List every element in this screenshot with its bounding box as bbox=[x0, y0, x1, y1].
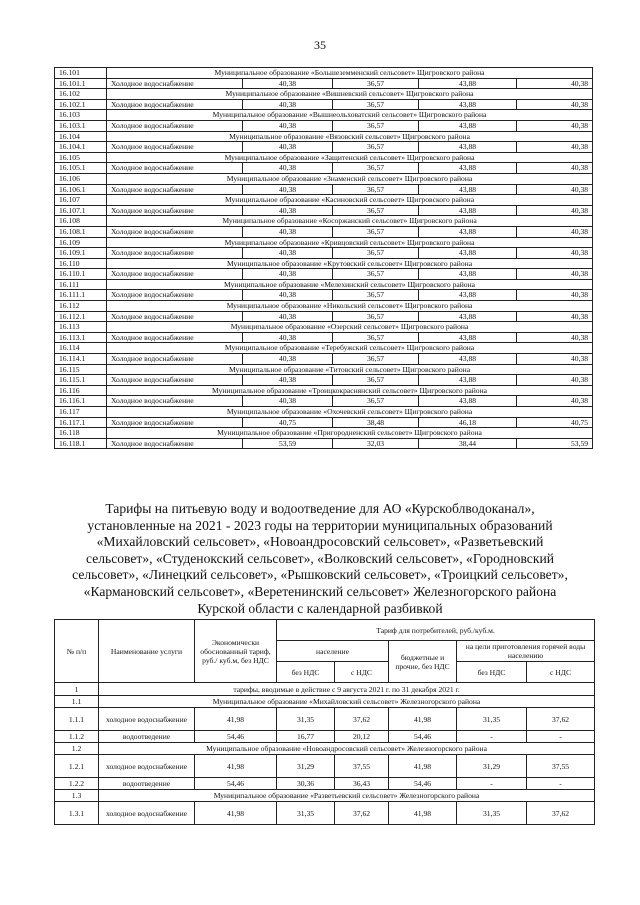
population-no-vat-cell: 30,36 bbox=[277, 778, 335, 790]
value-cell: 40,38 bbox=[243, 375, 333, 386]
group-title: Муниципальное образование «Защитенский сельсовет» Щигровского района bbox=[107, 152, 593, 163]
group-title: Муниципальное образование «Вишневский сельсовет» Щигровского района bbox=[107, 89, 593, 100]
value-cell: 43,88 bbox=[419, 205, 517, 216]
value-cell: 36,57 bbox=[333, 332, 419, 343]
population-no-vat-cell: 16,77 bbox=[277, 731, 335, 743]
value-cell: 36,57 bbox=[333, 290, 419, 301]
table-row bbox=[55, 708, 595, 731]
service-name: Холодное водоснабжение bbox=[107, 184, 243, 195]
service-name: холодное водоснабжение bbox=[99, 708, 195, 731]
value-cell: 40,75 bbox=[517, 417, 593, 428]
group-code: 16.101 bbox=[55, 68, 107, 79]
value-cell: 40,38 bbox=[517, 163, 593, 174]
value-cell: 43,88 bbox=[419, 311, 517, 322]
econ-tariff-cell: 54,46 bbox=[195, 731, 277, 743]
service-name: Холодное водоснабжение bbox=[107, 163, 243, 174]
value-cell: 40,38 bbox=[243, 163, 333, 174]
table-row bbox=[55, 375, 593, 386]
value-cell: 40,38 bbox=[517, 142, 593, 153]
group-code: 16.117 bbox=[55, 407, 107, 418]
tariff-table-shchigrovsky bbox=[54, 67, 593, 449]
row-code: 16.107.1 bbox=[55, 205, 107, 216]
group-title: Муниципальное образование «Знаменский сельсовет» Щигровского района bbox=[107, 173, 593, 184]
page-number: 35 bbox=[314, 38, 326, 52]
value-cell: 36,57 bbox=[333, 396, 419, 407]
service-name: Холодное водоснабжение bbox=[107, 120, 243, 131]
period-row bbox=[55, 683, 595, 696]
table-row bbox=[55, 417, 593, 428]
tariff-table-body bbox=[55, 68, 593, 449]
title-line: сельсовет», «Линецкий сельсовет», «Рышковский сельсовет», «Троицкий сельсовет», bbox=[72, 567, 568, 583]
header-num: № п/п bbox=[55, 620, 99, 683]
budget-cell: 41,98 bbox=[389, 755, 457, 778]
value-cell: 43,88 bbox=[419, 269, 517, 280]
value-cell: 40,75 bbox=[243, 417, 333, 428]
row-code: 16.116.1 bbox=[55, 396, 107, 407]
value-cell: 40,38 bbox=[517, 184, 593, 195]
row-code: 16.102.1 bbox=[55, 99, 107, 110]
value-cell: 40,38 bbox=[243, 205, 333, 216]
table-row bbox=[55, 120, 593, 131]
group-header-row bbox=[55, 301, 593, 312]
row-code: 16.114.1 bbox=[55, 354, 107, 365]
value-cell: 40,38 bbox=[517, 269, 593, 280]
hot-no-vat-cell: - bbox=[457, 731, 527, 743]
group-header-row bbox=[55, 279, 593, 290]
table-row bbox=[55, 78, 593, 89]
value-cell: 40,38 bbox=[243, 248, 333, 259]
service-name: Холодное водоснабжение bbox=[107, 417, 243, 428]
service-name: Холодное водоснабжение bbox=[107, 99, 243, 110]
table-row bbox=[55, 354, 593, 365]
value-cell: 43,88 bbox=[419, 142, 517, 153]
row-code: 1.1.1 bbox=[55, 708, 99, 731]
population-with-vat-cell: 36,43 bbox=[335, 778, 389, 790]
value-cell: 40,38 bbox=[517, 396, 593, 407]
value-cell: 36,57 bbox=[333, 184, 419, 195]
title-line: Тарифы на питьевую воду и водоотведение для АО «Курскоблводоканал», bbox=[105, 501, 535, 516]
header-population-no-vat: без НДС bbox=[277, 662, 335, 683]
value-cell: 38,48 bbox=[333, 417, 419, 428]
group-header-row bbox=[55, 68, 593, 79]
value-cell: 36,57 bbox=[333, 163, 419, 174]
row-code: 16.106.1 bbox=[55, 184, 107, 195]
table-row bbox=[55, 778, 595, 790]
header-hot-no-vat: без НДС bbox=[457, 662, 527, 683]
group-header-row bbox=[55, 428, 593, 439]
hot-no-vat-cell: 31,35 bbox=[457, 802, 527, 825]
table-row bbox=[55, 396, 593, 407]
value-cell: 40,38 bbox=[243, 120, 333, 131]
group-header-row bbox=[55, 173, 593, 184]
value-cell: 36,57 bbox=[333, 226, 419, 237]
value-cell: 40,38 bbox=[243, 332, 333, 343]
population-no-vat-cell: 31,35 bbox=[277, 802, 335, 825]
group-code: 16.113 bbox=[55, 322, 107, 333]
row-code: 16.111.1 bbox=[55, 290, 107, 301]
population-with-vat-cell: 37,55 bbox=[335, 755, 389, 778]
row-code: 16.105.1 bbox=[55, 163, 107, 174]
table-row bbox=[55, 99, 593, 110]
group-code: 16.114 bbox=[55, 343, 107, 354]
row-code: 16.109.1 bbox=[55, 248, 107, 259]
value-cell: 36,57 bbox=[333, 269, 419, 280]
table-row bbox=[55, 332, 593, 343]
period-text: тарифы, вводимые в действие с 9 августа 2021 г. по 31 декабря 2021 г. bbox=[99, 683, 595, 696]
group-header-row bbox=[55, 364, 593, 375]
value-cell: 43,88 bbox=[419, 99, 517, 110]
service-name: Холодное водоснабжение bbox=[107, 226, 243, 237]
table-row bbox=[55, 226, 593, 237]
value-cell: 43,88 bbox=[419, 375, 517, 386]
header-hot-with-vat: с НДС bbox=[527, 662, 595, 683]
service-name: водоотведение bbox=[99, 778, 195, 790]
value-cell: 43,88 bbox=[419, 332, 517, 343]
tariff-table-body bbox=[55, 683, 595, 825]
section-title: Муниципальное образование «Михайловский сельсовет» Железногорского района bbox=[99, 696, 595, 708]
value-cell: 43,88 bbox=[419, 163, 517, 174]
header-hot-water: на цели приготовления горячей воды населению bbox=[457, 641, 595, 662]
table-row bbox=[55, 731, 595, 743]
service-name: Холодное водоснабжение bbox=[107, 142, 243, 153]
group-title: Муниципальное образование «Пригородненский сельсовет» Щигровского района bbox=[107, 428, 593, 439]
section-code: 1.2 bbox=[55, 743, 99, 755]
value-cell: 40,38 bbox=[243, 99, 333, 110]
group-code: 16.111 bbox=[55, 279, 107, 290]
value-cell: 36,57 bbox=[333, 375, 419, 386]
value-cell: 40,38 bbox=[243, 142, 333, 153]
group-code: 16.112 bbox=[55, 301, 107, 312]
value-cell: 43,88 bbox=[419, 120, 517, 131]
value-cell: 40,38 bbox=[243, 290, 333, 301]
group-title: Муниципальное образование «Мелехинский сельсовет» Щигровского района bbox=[107, 279, 593, 290]
value-cell: 43,88 bbox=[419, 248, 517, 259]
table-row bbox=[55, 163, 593, 174]
document-title bbox=[40, 501, 600, 617]
value-cell: 40,38 bbox=[517, 375, 593, 386]
group-code: 16.107 bbox=[55, 195, 107, 206]
section-title: Муниципальное образование «Новоандросовский сельсовет» Железногорского района bbox=[99, 743, 595, 755]
row-code: 1.2.1 bbox=[55, 755, 99, 778]
row-code: 16.110.1 bbox=[55, 269, 107, 280]
value-cell: 43,88 bbox=[419, 396, 517, 407]
econ-tariff-cell: 54,46 bbox=[195, 778, 277, 790]
group-header-row bbox=[55, 131, 593, 142]
service-name: Холодное водоснабжение bbox=[107, 396, 243, 407]
title-line: «Михайловский сельсовет», «Новоандросовский сельсовет», «Разветьевский bbox=[96, 534, 544, 550]
service-name: холодное водоснабжение bbox=[99, 755, 195, 778]
population-with-vat-cell: 37,62 bbox=[335, 802, 389, 825]
value-cell: 40,38 bbox=[243, 269, 333, 280]
group-title: Муниципальное образование «Косоржанский сельсовет» Щигровского района bbox=[107, 216, 593, 227]
header-service: Наименование услуги bbox=[99, 620, 195, 683]
econ-tariff-cell: 41,98 bbox=[195, 802, 277, 825]
group-header-row bbox=[55, 89, 593, 100]
value-cell: 43,88 bbox=[419, 78, 517, 89]
section-title: Муниципальное образование «Разветьевский сельсовет» Железногорского района bbox=[99, 790, 595, 802]
hot-with-vat-cell: - bbox=[527, 731, 595, 743]
table-row bbox=[55, 802, 595, 825]
value-cell: 40,38 bbox=[243, 311, 333, 322]
row-code: 16.101.1 bbox=[55, 78, 107, 89]
group-header-row bbox=[55, 152, 593, 163]
group-header-row bbox=[55, 343, 593, 354]
value-cell: 40,38 bbox=[517, 332, 593, 343]
hot-with-vat-cell: 37,55 bbox=[527, 755, 595, 778]
value-cell: 40,38 bbox=[517, 354, 593, 365]
group-title: Муниципальное образование «Вышнеольховатский сельсовет» Щигровского района bbox=[107, 110, 593, 121]
value-cell: 36,57 bbox=[333, 311, 419, 322]
value-cell: 43,88 bbox=[419, 290, 517, 301]
value-cell: 40,38 bbox=[517, 78, 593, 89]
header-population-with-vat: с НДС bbox=[335, 662, 389, 683]
value-cell: 43,88 bbox=[419, 226, 517, 237]
service-name: Холодное водоснабжение bbox=[107, 438, 243, 449]
population-with-vat-cell: 37,62 bbox=[335, 708, 389, 731]
row-code: 16.115.1 bbox=[55, 375, 107, 386]
group-title: Муниципальное образование «Большеземменский сельсовет» Щигровского района bbox=[107, 68, 593, 79]
group-code: 16.115 bbox=[55, 364, 107, 375]
value-cell: 53,59 bbox=[517, 438, 593, 449]
value-cell: 40,38 bbox=[517, 248, 593, 259]
group-code: 16.118 bbox=[55, 428, 107, 439]
title-line: сельсовет», «Студенокский сельсовет», «Волковский сельсовет», «Городновский bbox=[86, 550, 554, 566]
value-cell: 36,57 bbox=[333, 205, 419, 216]
budget-cell: 41,98 bbox=[389, 802, 457, 825]
value-cell: 36,57 bbox=[333, 354, 419, 365]
hot-with-vat-cell: 37,62 bbox=[527, 802, 595, 825]
value-cell: 43,88 bbox=[419, 354, 517, 365]
hot-with-vat-cell: - bbox=[527, 778, 595, 790]
hot-no-vat-cell: - bbox=[457, 778, 527, 790]
value-cell: 36,57 bbox=[333, 142, 419, 153]
header-budget: бюджетные и прочие, без НДС bbox=[389, 641, 457, 683]
service-name: Холодное водоснабжение bbox=[107, 375, 243, 386]
value-cell: 40,38 bbox=[243, 396, 333, 407]
table-row bbox=[55, 290, 593, 301]
value-cell: 40,38 bbox=[243, 226, 333, 237]
table-row bbox=[55, 248, 593, 259]
group-code: 16.109 bbox=[55, 237, 107, 248]
service-name: водоотведение bbox=[99, 731, 195, 743]
group-code: 16.110 bbox=[55, 258, 107, 269]
row-code: 1.3.1 bbox=[55, 802, 99, 825]
value-cell: 40,38 bbox=[517, 311, 593, 322]
service-name: Холодное водоснабжение bbox=[107, 354, 243, 365]
group-header-row bbox=[55, 237, 593, 248]
group-header-row bbox=[55, 258, 593, 269]
group-code: 16.104 bbox=[55, 131, 107, 142]
row-code: 16.103.1 bbox=[55, 120, 107, 131]
group-title: Муниципальное образование «Вязовский сельсовет» Щигровского района bbox=[107, 131, 593, 142]
group-header-row bbox=[55, 195, 593, 206]
section-header-row bbox=[55, 790, 595, 802]
group-title: Муниципальное образование «Касиновский сельсовет» Щигровского района bbox=[107, 195, 593, 206]
group-title: Муниципальное образование «Кривцовский сельсовет» Щигровского района bbox=[107, 237, 593, 248]
section-header-row bbox=[55, 696, 595, 708]
value-cell: 40,38 bbox=[243, 78, 333, 89]
group-code: 16.106 bbox=[55, 173, 107, 184]
group-code: 16.103 bbox=[55, 110, 107, 121]
table-row bbox=[55, 755, 595, 778]
service-name: Холодное водоснабжение bbox=[107, 205, 243, 216]
econ-tariff-cell: 41,98 bbox=[195, 755, 277, 778]
group-title: Муниципальное образование «Титовский сельсовет» Щигровского района bbox=[107, 364, 593, 375]
value-cell: 40,38 bbox=[517, 99, 593, 110]
value-cell: 40,38 bbox=[517, 120, 593, 131]
service-name: холодное водоснабжение bbox=[99, 802, 195, 825]
group-header-row bbox=[55, 216, 593, 227]
header-population: население bbox=[277, 641, 389, 662]
budget-cell: 54,46 bbox=[389, 778, 457, 790]
group-title: Муниципальное образование «Теребужский сельсовет» Щигровского района bbox=[107, 343, 593, 354]
value-cell: 53,59 bbox=[243, 438, 333, 449]
service-name: Холодное водоснабжение bbox=[107, 78, 243, 89]
service-name: Холодное водоснабжение bbox=[107, 311, 243, 322]
title-line: «Кармановский сельсовет», «Веретенинский сельсовет» Железногорского района bbox=[83, 583, 557, 599]
row-code: 16.112.1 bbox=[55, 311, 107, 322]
group-code: 16.105 bbox=[55, 152, 107, 163]
row-code: 16.104.1 bbox=[55, 142, 107, 153]
service-name: Холодное водоснабжение bbox=[107, 290, 243, 301]
group-header-row bbox=[55, 385, 593, 396]
value-cell: 36,57 bbox=[333, 248, 419, 259]
row-code: 16.113.1 bbox=[55, 332, 107, 343]
value-cell: 40,38 bbox=[517, 226, 593, 237]
table-row bbox=[55, 311, 593, 322]
population-no-vat-cell: 31,35 bbox=[277, 708, 335, 731]
hot-with-vat-cell: 37,62 bbox=[527, 708, 595, 731]
service-name: Холодное водоснабжение bbox=[107, 269, 243, 280]
header-tariff-group: Тариф для потребителей, руб./куб.м. bbox=[277, 620, 595, 641]
section-code: 1.3 bbox=[55, 790, 99, 802]
tariff-table-zheleznogorsky bbox=[54, 619, 595, 825]
population-no-vat-cell: 31,29 bbox=[277, 755, 335, 778]
value-cell: 43,88 bbox=[419, 184, 517, 195]
title-line: Курской области с календарной разбивкой bbox=[197, 600, 443, 616]
value-cell: 32,03 bbox=[333, 438, 419, 449]
service-name: Холодное водоснабжение bbox=[107, 248, 243, 259]
value-cell: 46,18 bbox=[419, 417, 517, 428]
title-line: установленные на 2021 - 2023 годы на территории муниципальных образований bbox=[87, 517, 553, 533]
population-with-vat-cell: 20,12 bbox=[335, 731, 389, 743]
table-row bbox=[55, 142, 593, 153]
hot-no-vat-cell: 31,35 bbox=[457, 708, 527, 731]
value-cell: 36,57 bbox=[333, 120, 419, 131]
econ-tariff-cell: 41,98 bbox=[195, 708, 277, 731]
value-cell: 40,38 bbox=[517, 290, 593, 301]
group-code: 16.102 bbox=[55, 89, 107, 100]
value-cell: 40,38 bbox=[243, 184, 333, 195]
budget-cell: 54,46 bbox=[389, 731, 457, 743]
row-code: 16.117.1 bbox=[55, 417, 107, 428]
header-econ-tariff: Экономически обоснованный тариф, руб./ куб.м, без НДС bbox=[195, 620, 277, 683]
group-title: Муниципальное образование «Озерский сельсовет» Щигровского района bbox=[107, 322, 593, 333]
period-num: 1 bbox=[55, 683, 99, 696]
service-name: Холодное водоснабжение bbox=[107, 332, 243, 343]
table-row bbox=[55, 205, 593, 216]
value-cell: 40,38 bbox=[517, 205, 593, 216]
hot-no-vat-cell: 31,29 bbox=[457, 755, 527, 778]
table-row bbox=[55, 269, 593, 280]
row-code: 16.118.1 bbox=[55, 438, 107, 449]
group-code: 16.116 bbox=[55, 385, 107, 396]
group-code: 16.108 bbox=[55, 216, 107, 227]
group-title: Муниципальное образование «Охочевский сельсовет» Щигровского района bbox=[107, 407, 593, 418]
group-title: Муниципальное образование «Троицкокраснянский сельсовет» Щигровского района bbox=[107, 385, 593, 396]
row-code: 16.108.1 bbox=[55, 226, 107, 237]
value-cell: 40,38 bbox=[243, 354, 333, 365]
table-row bbox=[55, 438, 593, 449]
group-title: Муниципальное образование «Крутовский сельсовет» Щигровского района bbox=[107, 258, 593, 269]
table-row bbox=[55, 184, 593, 195]
budget-cell: 41,98 bbox=[389, 708, 457, 731]
value-cell: 38,44 bbox=[419, 438, 517, 449]
group-title: Муниципальное образование «Никольский сельсовет» Щигровского района bbox=[107, 301, 593, 312]
row-code: 1.1.2 bbox=[55, 731, 99, 743]
value-cell: 36,57 bbox=[333, 99, 419, 110]
section-header-row bbox=[55, 743, 595, 755]
value-cell: 36,57 bbox=[333, 78, 419, 89]
row-code: 1.2.2 bbox=[55, 778, 99, 790]
group-header-row bbox=[55, 110, 593, 121]
group-header-row bbox=[55, 407, 593, 418]
group-header-row bbox=[55, 322, 593, 333]
section-code: 1.1 bbox=[55, 696, 99, 708]
